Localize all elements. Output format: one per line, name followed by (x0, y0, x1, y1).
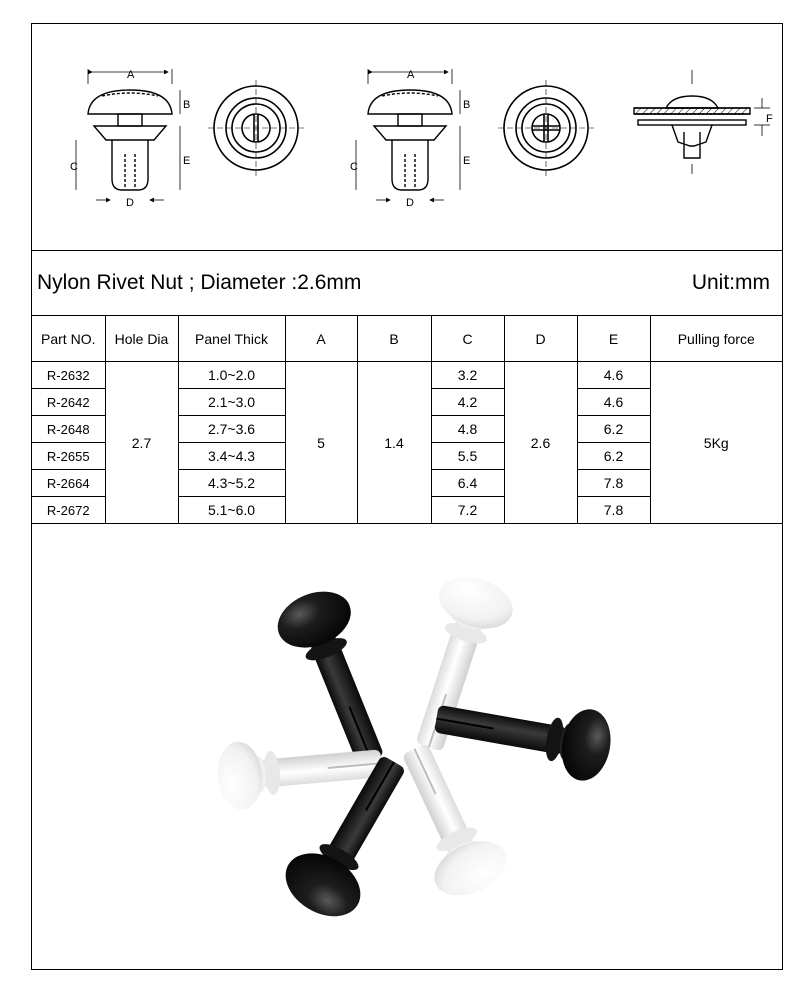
cell-b: 1.4 (357, 362, 431, 524)
cell-part-no: R-2655 (32, 443, 105, 470)
cell-panel-thick: 3.4~4.3 (178, 443, 285, 470)
cell-e: 4.6 (577, 389, 650, 416)
cell-panel-thick: 1.0~2.0 (178, 362, 285, 389)
header-d: D (504, 316, 577, 362)
top-view-2 (498, 80, 594, 176)
header-b: B (357, 316, 431, 362)
installed-view (634, 70, 770, 174)
cell-a: 5 (285, 362, 357, 524)
top-view-1 (208, 80, 304, 176)
header-pulling-force: Pulling force (650, 316, 782, 362)
header-a: A (285, 316, 357, 362)
spec-sheet (31, 23, 783, 970)
cell-c: 7.2 (431, 497, 504, 524)
dim-label-f: F (766, 113, 773, 125)
header-e: E (577, 316, 650, 362)
technical-drawings (32, 24, 782, 251)
cell-e: 7.8 (577, 470, 650, 497)
cell-panel-thick: 5.1~6.0 (178, 497, 285, 524)
table-row (32, 362, 782, 389)
dim-label-b-2: B (463, 99, 471, 111)
cell-part-no: R-2642 (32, 389, 105, 416)
table-header-row (32, 316, 782, 362)
black-rivet (269, 581, 406, 775)
cell-part-no: R-2632 (32, 362, 105, 389)
header-part-no: Part NO. (32, 316, 105, 362)
unit-label: Unit:mm (691, 271, 770, 294)
header-c: C (431, 316, 504, 362)
cell-part-no: R-2648 (32, 416, 105, 443)
cell-part-no: R-2664 (32, 470, 105, 497)
cell-c: 5.5 (431, 443, 504, 470)
dim-label-a-2: A (407, 69, 415, 81)
dim-label-d: D (126, 197, 134, 209)
cell-panel-thick: 2.1~3.0 (178, 389, 285, 416)
dim-label-c-2: C (350, 161, 358, 173)
cell-hole-dia: 2.7 (105, 362, 178, 524)
dim-label-c: C (70, 161, 78, 173)
product-title: Nylon Rivet Nut ; Diameter :2.6mm (37, 271, 362, 294)
cell-c: 4.8 (431, 416, 504, 443)
product-photo (32, 554, 782, 969)
cell-d: 2.6 (504, 362, 577, 524)
cell-part-no: R-2672 (32, 497, 105, 524)
spec-table (32, 316, 782, 524)
cell-pulling-force: 5Kg (650, 362, 782, 524)
drawing-canvas (32, 24, 782, 250)
side-view-2 (356, 69, 460, 200)
dim-label-e: E (183, 155, 191, 167)
dim-label-d-2: D (406, 197, 414, 209)
cell-e: 7.8 (577, 497, 650, 524)
side-view-1 (76, 69, 180, 200)
header-hole-dia: Hole Dia (105, 316, 178, 362)
header-panel-thick: Panel Thick (178, 316, 285, 362)
cell-panel-thick: 2.7~3.6 (178, 416, 285, 443)
dim-label-b: B (183, 99, 191, 111)
white-rivet (380, 733, 515, 907)
dim-label-a: A (127, 69, 135, 81)
cell-panel-thick: 4.3~5.2 (178, 470, 285, 497)
cell-c: 6.4 (431, 470, 504, 497)
cell-e: 6.2 (577, 443, 650, 470)
cell-e: 6.2 (577, 416, 650, 443)
cell-c: 4.2 (431, 389, 504, 416)
rivets-illustration (32, 554, 782, 969)
cell-c: 3.2 (431, 362, 504, 389)
cell-e: 4.6 (577, 362, 650, 389)
title-bar (32, 251, 782, 316)
dim-label-e-2: E (463, 155, 471, 167)
